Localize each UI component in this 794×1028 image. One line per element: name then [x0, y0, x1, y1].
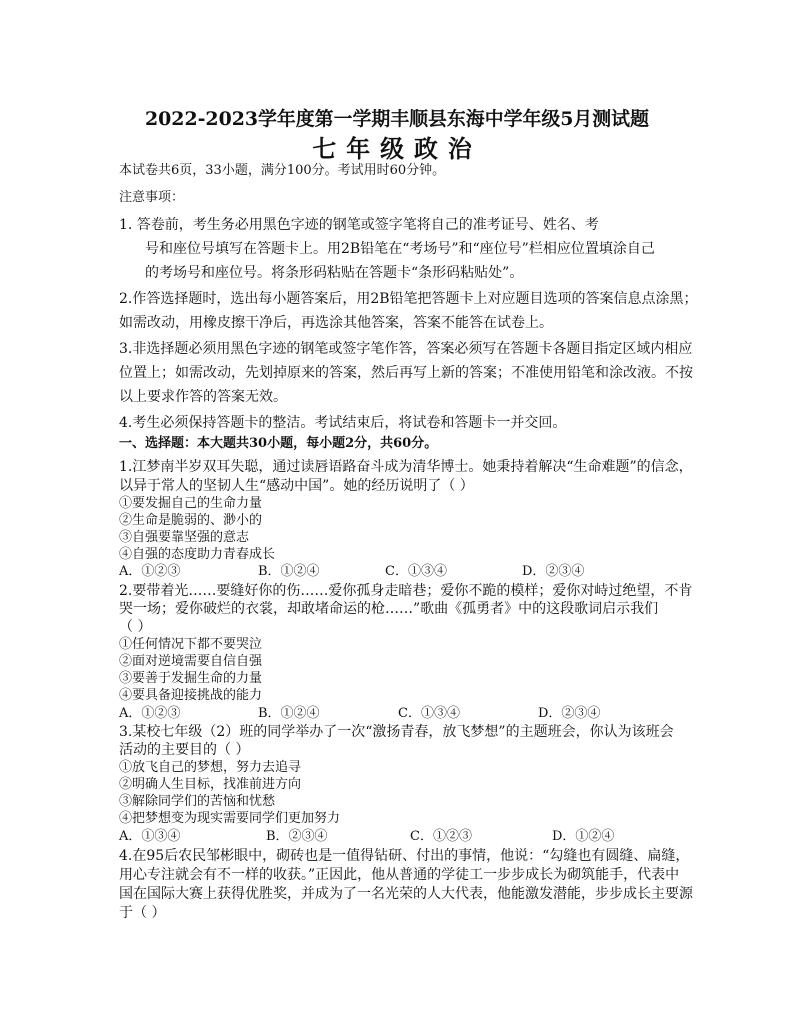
question-stem: 2.要带着光……要缝好你的伤……爱你孤身走暗巷；爱你不跪的模样；爱你对峙过绝望，不肯: [119, 583, 693, 599]
exam-subtitle: 七年级政治: [312, 135, 482, 163]
question-stem: 3.某校七年级（2）班的同学举办了一次“激扬青春，放飞梦想”的主题班会，你认为该班会: [119, 724, 674, 740]
question-stem: 于（ ）: [119, 905, 166, 921]
notice-line: 4.考生必须保持答题卡的整洁。考试结束后，将试卷和答题卡一并交回。: [119, 415, 567, 431]
question-item: ④把梦想变为现实需要同学们更加努力: [119, 811, 341, 826]
choice-d: D．②③④: [522, 564, 585, 579]
notice-line: 的考场号和座位号。将条形码粘贴在答题卡“条形码粘贴处”。: [145, 265, 524, 281]
question-item: ②生命是脆弱的、渺小的: [119, 513, 263, 528]
question-stem: （ ）: [119, 619, 152, 635]
exam-title: 2022-2023学年度第一学期丰顺县东海中学年级5月测试题: [145, 108, 649, 130]
question-item: ④要具备迎接挑战的能力: [119, 688, 263, 703]
notice-line: 以上要求作答的答案无效。: [119, 389, 287, 405]
question-item: ③自强要靠坚强的意志: [119, 530, 250, 545]
question-item: ④自强的态度助力青春成长: [119, 547, 276, 562]
question-stem: 1.江梦南半岁双耳失聪，通过读唇语路奋斗成为清华博士。她秉持着解决“生命难题”的信念，: [119, 459, 693, 475]
choice-a: A．①③④: [119, 829, 181, 844]
notice-line: 1. 答卷前，考生务必用黑色字迹的钢笔或签字笔将自己的准考证号、姓名、考: [119, 217, 599, 233]
question-item: ①放飞自己的梦想，努力去追寻: [119, 760, 302, 775]
notice-line: 3.非选择题必须用黑色字迹的钢笔或签字笔作答，答案必须写在答题卡各题目指定区域内相应: [119, 341, 693, 357]
choice-d: D．①②④: [552, 829, 615, 844]
choice-c: C．①②③: [410, 829, 472, 844]
question-item: ②面对逆境需要自信自强: [119, 654, 263, 669]
question-stem: 用心专注就会有不一样的收获。”正因此，他从普通的学徒工一步步成长为砌筑能手，代表中: [119, 867, 680, 883]
notice-line: 位置上；如需改动，先划掉原来的答案，然后再写上新的答案；不准使用铅笔和涂改液。不按: [119, 365, 693, 381]
question-stem: 活动的主要目的（ ）: [119, 742, 250, 758]
choice-c: C．①③④: [398, 706, 460, 721]
question-stem: 以异于常人的坚韧人生“感动中国”。她的经历说明了（ ）: [119, 478, 474, 494]
choice-d: D．②③④: [538, 706, 601, 721]
question-item: ①任何情况下都不要哭泣: [119, 637, 263, 652]
choice-c: C．①③④: [385, 564, 447, 579]
choice-b: B．②③④: [266, 829, 328, 844]
notice-heading: 注意事项：: [119, 190, 185, 205]
question-item: ③解除同学们的苦恼和忧愁: [119, 794, 276, 809]
choice-a: A．①②③: [119, 564, 181, 579]
choice-b: B．①②④: [258, 706, 320, 721]
question-item: ③要善于发掘生命的力量: [119, 671, 263, 686]
question-stem: 国在国际大赛上获得优胜奖，并成为了一名光荣的人大代表，他能激发潜能，步步成长主要源: [119, 886, 693, 902]
notice-line: 号和座位号填写在答题卡上。用2B铅笔在“考场号”和“座位号”栏相应位置填涂自己: [145, 241, 655, 257]
notice-line: 2.作答选择题时，选出每小题答案后，用2B铅笔把答题卡上对应题目选项的答案信息点涂黑；: [119, 291, 698, 307]
question-item: ②明确人生目标，找准前进方向: [119, 777, 302, 792]
question-stem: 哭一场；爱你破烂的衣裳，却敢堵命运的枪……”歌曲《孤勇者》中的这段歌词启示我们: [119, 601, 659, 617]
choice-b: B．①②④: [258, 564, 320, 579]
section-heading: 一、选择题：本大题共30小题，每小题2分，共60分。: [119, 436, 438, 451]
choice-a: A．①②③: [119, 706, 181, 721]
intro-text: 本试卷共6页，33小题，满分100分。考试用时60分钟。: [119, 163, 446, 178]
question-item: ①要发掘自己的生命力量: [119, 496, 263, 511]
notice-line: 如需改动，用橡皮擦干净后，再选涂其他答案，答案不能答在试卷上。: [119, 315, 553, 331]
question-stem: 4.在95后农民邹彬眼中，砌砖也是一值得钻研、付出的事情，他说：“勾缝也有圆缝、扁缝，: [119, 848, 690, 864]
